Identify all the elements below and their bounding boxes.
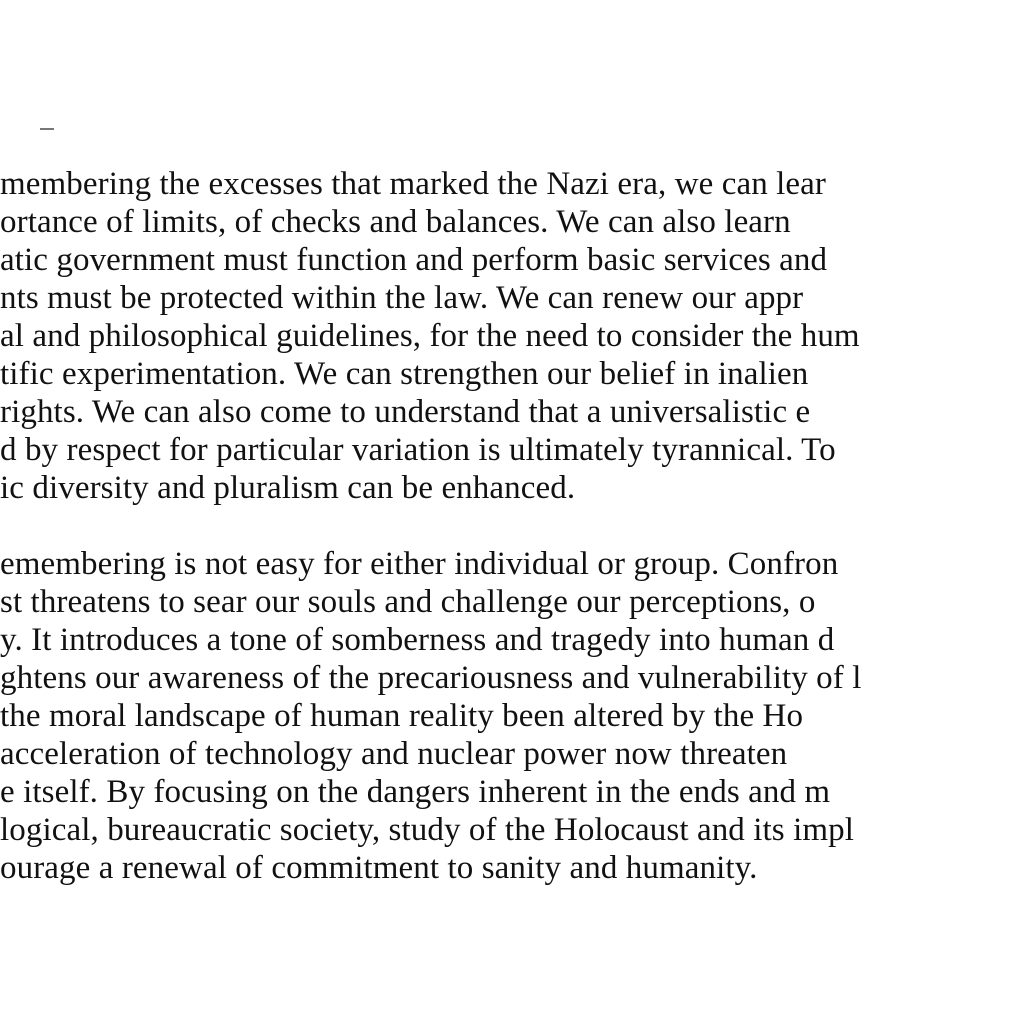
p1-line-4 <box>0 280 1024 317</box>
text-segment: ortance of limits, of checks and balances. We can also learn <box>0 204 791 240</box>
p2-line-4 <box>0 660 1024 697</box>
p1-line-9 <box>0 470 1024 507</box>
text-segment: nts must be protected within the law. We can renew our appr <box>0 280 804 316</box>
underlined-phrase: the moral landscape of human reality been altered by the Ho <box>0 698 803 735</box>
p1-line-6 <box>0 356 1024 393</box>
p1-line-2 <box>0 204 1024 241</box>
p1-line-1 <box>0 166 1024 203</box>
text-segment: By focusing on the dangers inherent in the ends and m <box>98 774 831 810</box>
text-segment: logical, bureaucratic society, study of the Holocaust and its impl <box>0 812 854 848</box>
text-segment: ic diversity and pluralism can be enhanced. <box>0 470 576 506</box>
underlined-phrase: e itself. <box>0 774 98 811</box>
p2-line-7 <box>0 774 1024 811</box>
text-segment: atic government must function and perform basic services and <box>0 242 828 278</box>
text-segment: d by respect for particular variation is ultimately tyrannical. To <box>0 432 836 468</box>
text-segment: and nuclear power <box>352 736 615 772</box>
text-segment: ghtens our awareness of the precariousness and vulnerability of l <box>0 660 862 696</box>
text-segment: tific experimentation. <box>0 356 295 392</box>
stray-mark <box>40 128 54 130</box>
text-segment: ourage a renewal of commitment to sanity and humanity. <box>0 850 758 886</box>
p2-line-9 <box>0 850 1024 887</box>
text-segment: al and philosophical guidelines, for the need to consider the hum <box>0 318 860 354</box>
p2-line-8 <box>0 812 1024 849</box>
text-segment: We can also come to understand that a universalistic e <box>84 394 811 430</box>
p1-line-5 <box>0 318 1024 355</box>
text-segment: y. It introduces a tone of somberness and tragedy into human d <box>0 622 835 658</box>
underlined-phrase: acceleration of technology <box>0 736 353 773</box>
p2-line-2 <box>0 584 1024 621</box>
p2-line-6 <box>0 736 1024 773</box>
underlined-phrase: rights. <box>0 394 84 431</box>
p2-line-5 <box>0 698 1024 735</box>
p2-line-3 <box>0 622 1024 659</box>
underlined-phrase: now threaten <box>615 736 788 773</box>
text-segment: emembering is not easy for either individual or group. Confron <box>0 546 839 582</box>
p1-line-3 <box>0 242 1024 279</box>
p1-line-7 <box>0 394 1024 431</box>
p2-line-1 <box>0 546 1024 583</box>
text-segment: st threatens to sear our souls and challenge our perceptions, o <box>0 584 816 620</box>
text-segment: membering the excesses that marked the Nazi era, we can lear <box>0 166 827 202</box>
underlined-phrase: We can strengthen our belief in inalien <box>294 356 808 393</box>
p1-line-8 <box>0 432 1024 469</box>
